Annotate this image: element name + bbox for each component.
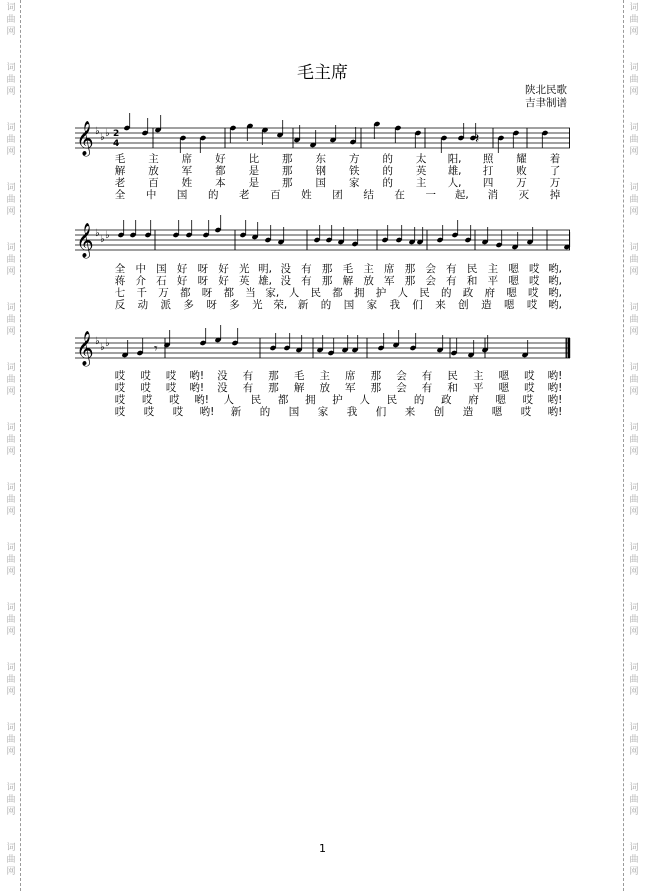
lyric-syllable: 人	[288, 287, 300, 299]
lyric-syllable: 军	[345, 382, 356, 394]
lyric-syllable: 姓	[301, 189, 312, 201]
lyric-syllable: 放	[148, 165, 159, 177]
lyric-syllable: 家,	[265, 287, 280, 299]
watermark-text: 词 曲 网	[6, 663, 16, 697]
lyric-syllable: 拥	[305, 394, 316, 406]
lyric-syllable: 方	[348, 153, 360, 165]
lyric-syllable: 比	[248, 153, 260, 165]
lyric-syllable: 有	[242, 382, 254, 394]
lyric-syllable: 好	[215, 153, 226, 165]
lyric-syllable: 哎	[114, 406, 126, 418]
svg-text:♭: ♭	[105, 338, 110, 349]
lyric-syllable: 哎	[529, 275, 540, 287]
lyric-syllable: 哎	[528, 287, 539, 299]
lyric-syllable: 那	[282, 177, 293, 189]
lyric-syllable: 在	[394, 189, 405, 201]
lyric-syllable: 败	[516, 165, 527, 177]
lyric-syllable: 们	[412, 299, 423, 311]
lyric-syllable: 呀	[197, 275, 209, 287]
watermark-text: 词 曲 网	[629, 303, 639, 337]
watermark-text: 词 曲 网	[6, 783, 16, 817]
lyric-syllable: 有	[301, 263, 312, 275]
watermark-text: 词 曲 网	[6, 123, 16, 157]
lyric-syllable: 哎	[114, 394, 126, 406]
lyric-syllable: 哟,	[548, 299, 562, 311]
svg-text:♭: ♭	[100, 342, 105, 353]
lyric-syllable: 有	[301, 275, 312, 287]
song-title: 毛主席	[297, 63, 348, 83]
lyric-syllable: 国	[156, 263, 167, 275]
lyric-syllable: 主	[148, 153, 159, 165]
lyric-syllable: 会	[396, 370, 407, 382]
lyric-syllable: 哟!	[547, 370, 563, 382]
watermark-text: 词 曲 网	[629, 783, 639, 817]
watermark-text: 词 曲 网	[629, 663, 639, 697]
lyric-syllable: 哟!	[189, 370, 205, 382]
svg-text:♭: ♭	[95, 126, 100, 137]
lyric-syllable: 哎	[141, 394, 153, 406]
lyric-syllable: 哎	[524, 370, 535, 382]
svg-text:♭: ♭	[100, 132, 105, 143]
lyric-syllable: 军	[181, 165, 193, 177]
lyric-syllable: 的	[441, 287, 452, 299]
page-number: 1	[319, 842, 326, 855]
lyric-syllable: 有	[421, 382, 433, 394]
watermark-text: 词 曲 网	[6, 483, 16, 517]
lyric-syllable: 护	[375, 287, 387, 299]
lyric-syllable: 主	[487, 263, 499, 275]
lyric-syllable: 呀	[201, 287, 213, 299]
lyric-syllable: 新	[297, 299, 309, 311]
lyric-syllable: 我	[346, 406, 358, 418]
lyric-syllable: 姓	[181, 177, 193, 189]
lyric-syllable: 一	[425, 189, 436, 201]
lyric-syllable: 团	[332, 189, 343, 201]
lyric-syllable: 席	[181, 153, 193, 165]
lyric-syllable: 人	[223, 394, 234, 406]
lyric-syllable: 哎	[529, 263, 540, 275]
lyric-syllable: 万	[158, 287, 169, 299]
lyric-syllable: 介	[135, 275, 146, 287]
lyric-syllable: 主	[472, 370, 484, 382]
lyric-syllable: 七	[114, 287, 126, 299]
lyric-syllable: 全	[114, 189, 126, 201]
lyric-syllable: 是	[248, 165, 260, 177]
lyric-syllable: 嗯	[495, 394, 506, 406]
lyric-syllable: 毛	[342, 263, 354, 275]
watermark-text: 词 曲 网	[629, 3, 639, 37]
lyric-syllable: 人,	[447, 177, 462, 189]
lyric-syllable: 毛	[293, 370, 305, 382]
lyric-syllable: 都	[180, 287, 191, 299]
lyric-syllable: 没	[280, 263, 291, 275]
watermark-text: 词 曲 网	[6, 363, 16, 397]
watermark-text: 词 曲 网	[629, 243, 639, 277]
lyric-syllable: 放	[363, 275, 374, 287]
lyric-syllable: 民	[250, 394, 262, 406]
watermark-text: 词 曲 网	[629, 363, 639, 397]
watermark-text: 词 曲 网	[629, 483, 639, 517]
lyric-syllable: 国	[176, 189, 188, 201]
lyric-syllable: 那	[321, 263, 333, 275]
lyric-syllable: 太	[415, 153, 427, 165]
lyric-syllable: 有	[446, 275, 457, 287]
lyric-syllable: 哎	[165, 382, 177, 394]
lyric-syllable: 老	[114, 177, 126, 189]
svg-text:♭: ♭	[105, 230, 110, 241]
lyric-syllable: 主	[415, 177, 427, 189]
watermark-text: 词 曲 网	[6, 603, 16, 637]
lyric-syllable: 英	[415, 165, 427, 177]
watermark-text: 词 曲 网	[629, 423, 639, 457]
lyric-syllable: 那	[370, 370, 382, 382]
watermark-text: 词 曲 网	[6, 303, 16, 337]
lyric-syllable: 都	[277, 394, 289, 406]
lyric-syllable: 的	[382, 153, 393, 165]
lyric-syllable: 多	[229, 299, 240, 311]
lyric-syllable: 那	[282, 165, 293, 177]
lyric-syllable: 嗯	[498, 370, 510, 382]
lyric-syllable: 嗯	[498, 382, 510, 394]
lyric-syllable: 人	[359, 394, 370, 406]
lyric-syllable: 钢	[315, 165, 327, 177]
lyric-syllable: 家	[317, 406, 329, 418]
lyric-syllable: 哎	[524, 382, 535, 394]
lyric-syllable: 哟!	[547, 382, 563, 394]
watermark-text: 词 曲 网	[6, 543, 16, 577]
lyric-syllable: 家	[348, 177, 360, 189]
svg-text:𝄞: 𝄞	[76, 121, 94, 156]
lyric-syllable: 新	[230, 406, 242, 418]
lyric-syllable: 会	[396, 382, 407, 394]
lyric-syllable: 蒋	[114, 275, 126, 287]
lyric-syllable: 东	[315, 153, 327, 165]
lyric-syllable: 来	[435, 299, 446, 311]
lyric-syllable: 全	[114, 263, 126, 275]
lyric-syllable: 那	[268, 370, 279, 382]
watermark-text: 词 曲 网	[6, 63, 16, 97]
lyric-syllable: 反	[114, 299, 126, 311]
lyric-syllable: 哎	[169, 394, 180, 406]
lyric-syllable: 好	[176, 275, 188, 287]
svg-text:4: 4	[113, 139, 120, 149]
lyric-syllable: 哟!	[547, 394, 563, 406]
lyric-syllable: 都	[215, 165, 226, 177]
svg-text:♭: ♭	[95, 228, 100, 239]
lyric-syllable: 哎	[140, 370, 151, 382]
lyric-syllable: 和	[466, 275, 478, 287]
lyric-syllable: 的	[382, 177, 393, 189]
lyric-syllable: 造	[481, 299, 492, 311]
lyric-syllable: 府	[468, 394, 479, 406]
lyric-syllable: 嗯	[508, 275, 519, 287]
lyric-syllable: 解	[293, 382, 305, 394]
lyric-syllable: 放	[319, 382, 330, 394]
lyric-syllable: 结	[363, 189, 374, 201]
lyric-syllable: 哎	[522, 394, 534, 406]
lyric-syllable: 嗯	[506, 287, 517, 299]
lyric-syllable: 来	[404, 406, 416, 418]
left-dashed-line	[20, 0, 21, 891]
lyric-syllable: 国	[288, 406, 300, 418]
watermark-text: 词 曲 网	[629, 723, 639, 757]
lyric-syllable: 主	[319, 370, 330, 382]
lyric-syllable: 席	[345, 370, 356, 382]
lyric-syllable: 都	[223, 287, 234, 299]
lyric-syllable: 民	[447, 370, 458, 382]
lyric-syllable: 百	[270, 189, 281, 201]
lyric-syllable: 起,	[454, 189, 469, 201]
lyric-syllable: 派	[160, 299, 172, 311]
watermark-text: 词 曲 网	[6, 423, 16, 457]
lyric-syllable: 老	[239, 189, 250, 201]
lyric-syllable: 好	[176, 263, 188, 275]
lyric-syllable: 创	[433, 406, 445, 418]
lyric-syllable: 哎	[520, 406, 532, 418]
lyric-syllable: 嗯	[491, 406, 503, 418]
lyric-syllable: 的	[320, 299, 332, 311]
lyric-syllable: 军	[384, 275, 395, 287]
watermark-text: 词 曲 网	[6, 843, 16, 877]
lyric-syllable: 石	[156, 275, 167, 287]
staff-system-3	[75, 331, 570, 370]
song-arranger: 吉聿制谱	[525, 97, 567, 109]
watermark-text: 词 曲 网	[6, 723, 16, 757]
lyric-syllable: 会	[425, 263, 436, 275]
lyric-syllable: 哟!	[199, 406, 215, 418]
lyric-syllable: 动	[137, 299, 149, 311]
lyric-syllable: 的	[413, 394, 425, 406]
watermark-text: 词 曲 网	[629, 543, 639, 577]
lyric-syllable: 雄,	[258, 275, 272, 287]
lyric-syllable: 那	[282, 153, 293, 165]
lyric-syllable: 百	[148, 177, 159, 189]
lyric-syllable: 有	[242, 370, 254, 382]
lyric-syllable: 主	[363, 263, 374, 275]
lyric-syllable: 政	[462, 287, 474, 299]
lyric-syllable: 哟,	[548, 287, 562, 299]
lyric-syllable: 打	[482, 165, 494, 177]
lyric-syllable: 好	[218, 263, 229, 275]
lyric-syllable: 那	[404, 275, 416, 287]
lyric-syllable: 照	[482, 153, 494, 165]
watermark-text: 词 曲 网	[629, 63, 639, 97]
lyric-syllable: 那	[268, 382, 279, 394]
svg-text:♭: ♭	[105, 128, 110, 139]
lyric-syllable: 掉	[549, 189, 561, 201]
lyric-syllable: 了	[549, 165, 561, 177]
lyric-syllable: 当	[245, 287, 256, 299]
lyric-syllable: 的	[382, 165, 393, 177]
lyric-syllable: 哟,	[548, 263, 562, 275]
lyric-syllable: 民	[310, 287, 321, 299]
song-origin: 陕北民歌	[525, 84, 567, 96]
lyric-syllable: 本	[215, 177, 226, 189]
lyric-syllable: 哟!	[189, 382, 205, 394]
watermark-text: 词 曲 网	[6, 3, 16, 37]
lyric-syllable: 民	[466, 263, 478, 275]
right-dashed-line	[623, 0, 624, 891]
lyric-syllable: 人	[397, 287, 408, 299]
lyric-syllable: 会	[425, 275, 436, 287]
lyric-syllable: 府	[484, 287, 495, 299]
lyric-syllable: 没	[217, 382, 228, 394]
lyric-syllable: 都	[332, 287, 343, 299]
lyric-syllable: 中	[135, 263, 146, 275]
lyric-syllable: 哎	[172, 406, 184, 418]
lyric-syllable: 解	[114, 165, 126, 177]
lyric-syllable: 平	[472, 382, 484, 394]
lyric-syllable: 国	[315, 177, 327, 189]
lyric-syllable: 哟!	[547, 406, 563, 418]
lyric-syllable: 哎	[143, 406, 155, 418]
lyric-syllable: 有	[421, 370, 433, 382]
watermark-text: 词 曲 网	[6, 183, 16, 217]
lyric-syllable: 光	[239, 263, 250, 275]
lyric-syllable: 消	[487, 189, 499, 201]
left-watermark-strip	[3, 0, 19, 891]
lyric-syllable: 造	[462, 406, 474, 418]
lyric-syllable: 铁	[348, 165, 360, 177]
lyric-syllable: 哎	[140, 382, 151, 394]
right-watermark-strip	[626, 0, 642, 891]
lyric-syllable: 解	[342, 275, 354, 287]
lyric-syllable: 中	[145, 189, 157, 201]
lyric-syllable: 雄,	[447, 165, 462, 177]
lyric-syllable: 政	[441, 394, 452, 406]
staff-system-2	[75, 223, 570, 262]
lyric-syllable: 平	[487, 275, 499, 287]
lyric-syllable: 哎	[165, 370, 177, 382]
lyric-syllable: 那	[321, 275, 333, 287]
lyric-syllable: 们	[375, 406, 387, 418]
svg-text:𝄞: 𝄞	[76, 331, 94, 366]
watermark-text: 词 曲 网	[6, 243, 16, 277]
lyric-syllable: 那	[370, 382, 382, 394]
lyric-syllable: 我	[389, 299, 400, 311]
lyric-syllable: 民	[419, 287, 430, 299]
lyric-syllable: 灭	[518, 189, 530, 201]
lyric-syllable: 荣,	[273, 299, 288, 311]
lyric-syllable: 嗯	[503, 299, 515, 311]
lyric-syllable: 毛	[114, 153, 126, 165]
lyric-syllable: 和	[447, 382, 458, 394]
lyric-syllable: 光	[252, 299, 263, 311]
svg-text:2: 2	[113, 129, 120, 139]
lyric-syllable: 英	[239, 275, 250, 287]
lyric-syllable: 家	[366, 299, 378, 311]
svg-text:𝄽: 𝄽	[475, 131, 480, 147]
lyric-syllable: 民	[386, 394, 398, 406]
lyric-syllable: 没	[280, 275, 291, 287]
watermark-text: 词 曲 网	[629, 843, 639, 877]
lyric-syllable: 的	[207, 189, 219, 201]
lyric-syllable: 没	[217, 370, 228, 382]
lyric-syllable: 哎	[114, 370, 126, 382]
lyric-syllable: 四	[482, 177, 494, 189]
lyric-syllable: 哎	[114, 382, 126, 394]
lyric-syllable: 那	[404, 263, 416, 275]
lyric-syllable: 呀	[197, 263, 209, 275]
lyric-syllable: 万	[549, 177, 561, 189]
lyric-syllable: 阳,	[447, 153, 462, 165]
lyric-syllable: 有	[446, 263, 457, 275]
lyric-syllable: 好	[218, 275, 229, 287]
lyric-syllable: 哟,	[548, 275, 562, 287]
lyric-syllable: 呀	[206, 299, 217, 311]
watermark-text: 词 曲 网	[629, 123, 639, 157]
watermark-text: 词 曲 网	[629, 603, 639, 637]
watermark-text: 词 曲 网	[629, 183, 639, 217]
lyric-syllable: 哎	[526, 299, 538, 311]
svg-text:𝄾: 𝄾	[154, 341, 158, 357]
lyric-syllable: 拥	[354, 287, 365, 299]
lyric-syllable: 国	[343, 299, 355, 311]
lyric-syllable: 多	[183, 299, 194, 311]
lyric-syllable: 嗯	[508, 263, 519, 275]
lyric-syllable: 万	[516, 177, 527, 189]
lyric-syllable: 护	[332, 394, 343, 406]
lyric-syllable: 席	[384, 263, 395, 275]
svg-text:♭: ♭	[100, 234, 105, 245]
lyric-syllable: 明,	[258, 263, 272, 275]
lyric-syllable: 哟!	[194, 394, 209, 406]
lyric-syllable: 耀	[516, 153, 527, 165]
lyric-syllable: 是	[248, 177, 260, 189]
svg-text:♭: ♭	[95, 336, 100, 347]
lyric-syllable: 着	[549, 153, 561, 165]
lyric-syllable: 的	[259, 406, 271, 418]
lyric-syllable: 创	[458, 299, 469, 311]
svg-text:𝄞: 𝄞	[76, 223, 94, 258]
lyric-syllable: 千	[136, 287, 147, 299]
